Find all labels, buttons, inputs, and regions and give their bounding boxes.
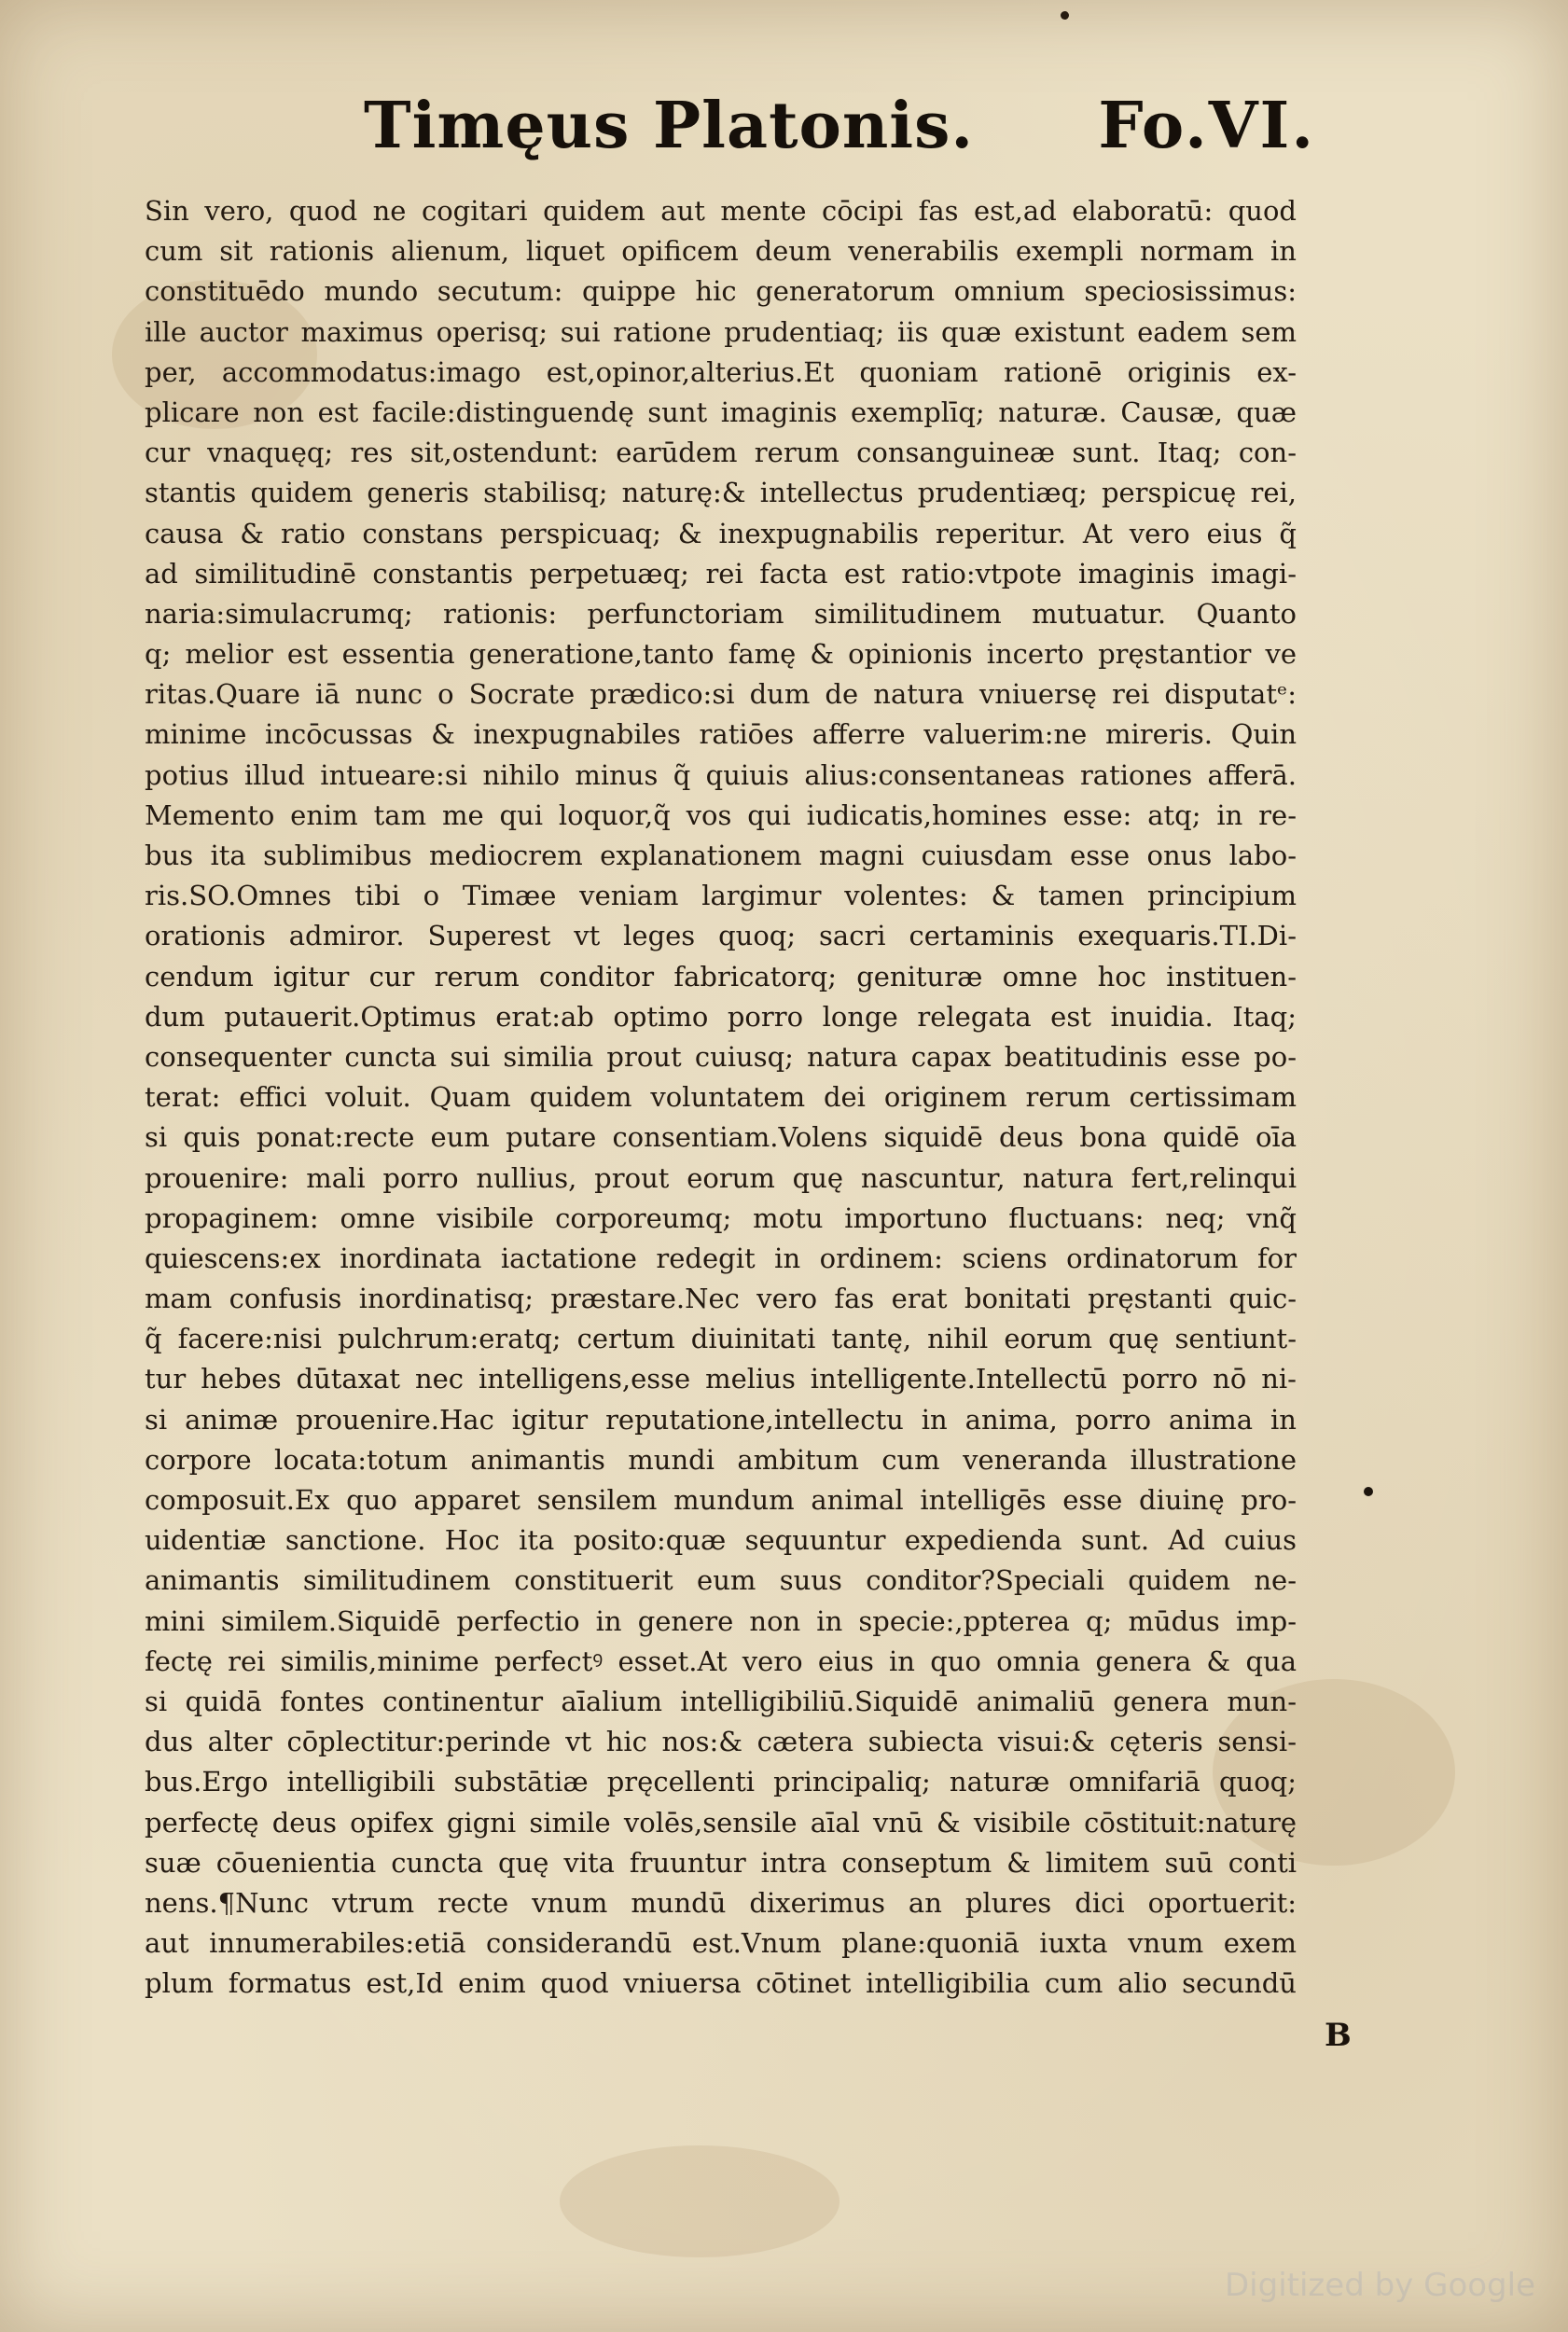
text-line: uidentiæ sanctione. Hoc ita posito:quæ sequuntur expedienda sunt. Ad cuius bbox=[145, 1524, 1297, 1557]
marginal-section-letter: B bbox=[1325, 2017, 1352, 2054]
text-line: mam confusis inordinatisq; præstare.Nec vero fas erat bonitati pręstanti quic- bbox=[145, 1283, 1297, 1315]
text-line: cum sit rationis alienum, liquet opificem deum venerabilis exempli normam in bbox=[145, 235, 1297, 268]
text-line: dus alter cōplectitur:perinde vt hic nos:& cætera subiecta visui:& cęteris sensi- bbox=[145, 1726, 1297, 1758]
text-line: mini similem.Siquidē perfectio in genere non in specie:,ppterea q; mūdus imp- bbox=[145, 1604, 1297, 1637]
text-line: orationis admiror. Superest vt leges quoq; sacri certaminis exequaris.TI.Di- bbox=[145, 920, 1297, 952]
text-line: naria:simulacrumq; rationis: perfunctoriam similitudinem mutuatur. Quanto bbox=[145, 597, 1297, 630]
text-line: bus ita sublimibus mediocrem explanationem magni cuiusdam esse onus labo- bbox=[145, 840, 1297, 871]
text-line: q̃ facere:nisi pulchrum:eratq; certum diuinitati tantę, nihil eorum quę sentiunt- bbox=[145, 1323, 1297, 1355]
text-line: ris.SO.Omnes tibi o Timæe veniam largimur volentes: & tamen principium bbox=[145, 880, 1297, 912]
ink-speck bbox=[1061, 11, 1069, 20]
text-line: propaginem: omne visibile corporeumq; motu importuno fluctuans: neq; vnq̃ bbox=[145, 1201, 1297, 1234]
text-line: suæ cōuenientia cuncta quę vita fruuntur intra conseptum & limitem suū conti bbox=[145, 1846, 1297, 1879]
text-line: quiescens:ex inordinata iactatione redegit in ordinem: sciens ordinatorum for bbox=[145, 1242, 1297, 1274]
text-line: bus.Ergo intelligibili substātiæ pręcellenti principaliq; naturæ omnifariā quoq; bbox=[145, 1766, 1297, 1798]
page-header bbox=[364, 89, 1315, 191]
text-line: si quidā fontes continentur aīalium intelligibiliū.Siquidē animaliū genera mun- bbox=[145, 1685, 1297, 1717]
text-line: cur vnaquęq; res sit,ostendunt: earūdem rerum consanguineæ sunt. Itaq; con- bbox=[145, 437, 1297, 469]
text-line: stantis quidem generis stabilisq; naturę:& intellectus prudentiæq; perspicuę rei, bbox=[145, 477, 1297, 509]
text-line: ritas.Quare iā nunc o Socrate prædico:si dum de natura vniuersę rei disputatᵉ: bbox=[145, 678, 1297, 711]
text-line: si quis ponat:recte eum putare consentiam.Volens siquidē deus bona quidē oīa bbox=[145, 1121, 1297, 1154]
running-title: Timęus Platonis. bbox=[364, 89, 975, 163]
text-line: Memento enim tam me qui loquor,q̃ vos qui iudicatis,homines esse: atq; in re- bbox=[145, 798, 1297, 831]
text-line: potius illud intueare:si nihilo minus q̃ quiuis alius:consentaneas rationes afferā. bbox=[145, 758, 1297, 791]
text-line: composuit.Ex quo apparet sensilem mundum animal intelligēs esse diuinę pro- bbox=[145, 1484, 1297, 1516]
text-line: plum formatus est,Id enim quod vniuersa cōtinet intelligibilia cum alio secundū bbox=[145, 1967, 1297, 2000]
text-line: consequenter cuncta sui similia prout cuiusq; natura capax beatitudinis esse po- bbox=[145, 1040, 1297, 1073]
folio-number: Fo.VI. bbox=[1098, 89, 1315, 163]
text-line: ad similitudinē constantis perpetuæq; rei facta est ratio:vtpote imaginis imagi- bbox=[145, 557, 1297, 590]
text-line: causa & ratio constans perspicuaq; & inexpugnabilis reperitur. At vero eius q̃ bbox=[145, 517, 1297, 549]
text-line: q; melior est essentia generatione,tanto famę & opinionis incerto pręstantior ve bbox=[145, 638, 1297, 671]
text-line: cendum igitur cur rerum conditor fabricatorq; genituræ omne hoc instituen- bbox=[145, 960, 1297, 992]
paper-stain bbox=[560, 2145, 840, 2257]
text-line: si animæ prouenire.Hac igitur reputatione,intellectu in anima, porro anima in bbox=[145, 1403, 1297, 1436]
text-line: dum putauerit.Optimus erat:ab optimo porro longe relegata est inuidia. Itaq; bbox=[145, 1000, 1297, 1033]
text-line: aut innumerabiles:etiā considerandū est.Vnum plane:quoniā iuxta vnum exem bbox=[145, 1927, 1297, 1960]
text-line: per, accommodatus:imago est,opinor,alterius.Et quoniam rationē originis ex- bbox=[145, 355, 1297, 388]
text-line: ille auctor maximus operisq; sui ratione prudentiaq; iis quæ existunt eadem sem bbox=[145, 315, 1297, 348]
text-line: plicare non est facile:distinguendę sunt imaginis exemplīq; naturæ. Causæ, quæ bbox=[145, 396, 1297, 428]
text-line: nens.¶Nunc vtrum recte vnum mundū dixerimus an plures dici oportuerit: bbox=[145, 1886, 1297, 1919]
body-text bbox=[145, 191, 1297, 2045]
text-line: terat: effici voluit. Quam quidem voluntatem dei originem rerum certissimam bbox=[145, 1081, 1297, 1114]
text-line: minime incōcussas & inexpugnabiles ratiōes afferre valuerim:ne mireris. Quin bbox=[145, 718, 1297, 751]
text-line: tur hebes dūtaxat nec intelligens,esse melius intelligente.Intellectū porro nō ni- bbox=[145, 1363, 1297, 1395]
text-line: animantis similitudinem constituerit eum suus conditor?Speciali quidem ne- bbox=[145, 1564, 1297, 1597]
text-line: Sin vero, quod ne cogitari quidem aut mente cōcipi fas est,ad elaboratū: quod bbox=[145, 195, 1297, 227]
text-line: perfectę deus opifex gigni simile volēs,sensile aīal vnū & visibile cōstituit:naturę bbox=[145, 1806, 1297, 1839]
text-line bbox=[145, 2004, 1297, 2044]
text-line: corpore locata:totum animantis mundi ambitum cum veneranda illustratione bbox=[145, 1443, 1297, 1476]
ink-speck bbox=[1364, 1487, 1373, 1496]
text-line: constituēdo mundo secutum: quippe hic generatorum omnium speciosissimus: bbox=[145, 275, 1297, 308]
digitization-watermark: Digitized by Google bbox=[1225, 2267, 1535, 2304]
text-line: prouenire: mali porro nullius, prout eorum quę nascuntur, natura fert,relinqui bbox=[145, 1161, 1297, 1194]
text-line: fectę rei similis,minime perfectꝰ esset.At vero eius in quo omnia genera & qua bbox=[145, 1645, 1297, 1677]
